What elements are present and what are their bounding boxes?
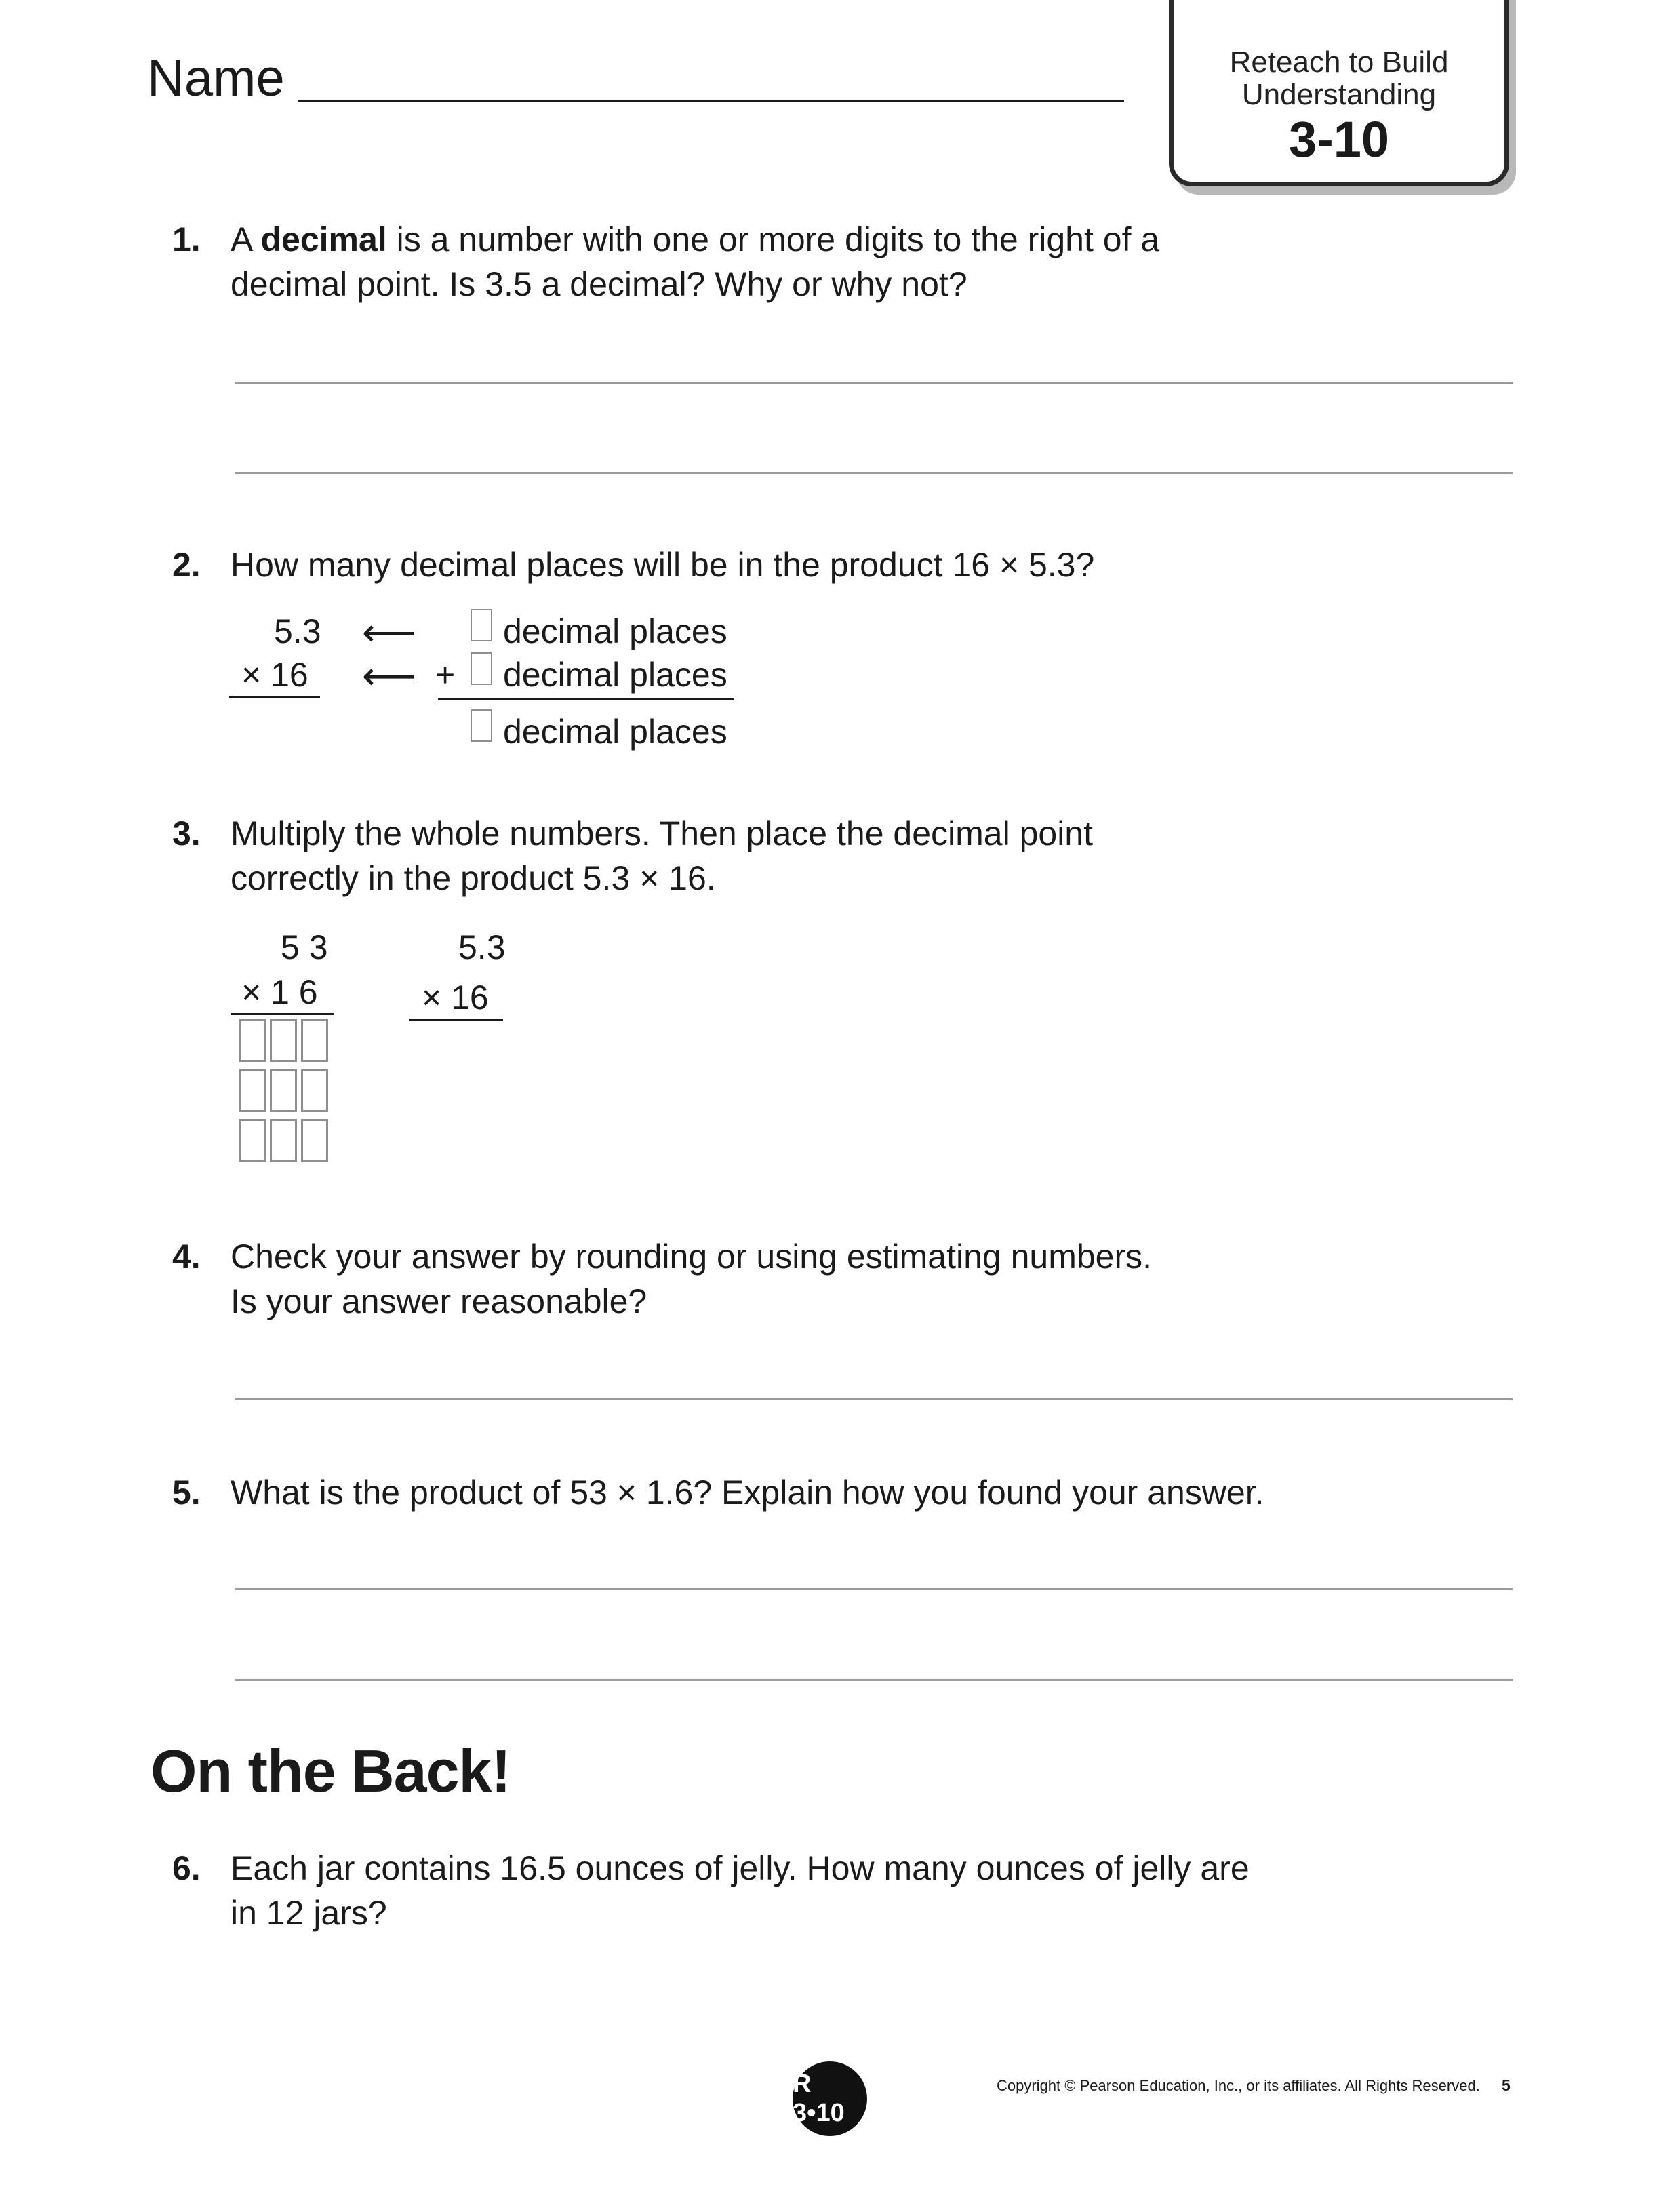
q2-factor-bottom: × 16 <box>241 656 308 694</box>
arrow-left-icon: ⟵ <box>362 654 417 697</box>
tab-title-line1: Reteach to Build <box>1229 45 1449 79</box>
name-field-line[interactable] <box>298 100 1124 102</box>
q2-places-box-2[interactable] <box>471 652 492 685</box>
q3-number: 3. <box>172 814 201 852</box>
q1-suffix: is a number with one or more digits to the right of a <box>386 220 1160 258</box>
q3-decimal-rule <box>409 1019 503 1021</box>
q2-places-box-3[interactable] <box>471 709 492 742</box>
q3-grid-cell[interactable] <box>301 1019 328 1062</box>
q5-answer-line-1[interactable] <box>235 1588 1513 1590</box>
q4-text-line2: Is your answer reasonable? <box>231 1282 647 1320</box>
q3-answer-grid <box>239 1019 328 1162</box>
copyright-notice: Copyright © Pearson Education, Inc., or its affiliates. All Rights Reserved. <box>997 2077 1480 2094</box>
q3-grid-cell[interactable] <box>301 1069 328 1112</box>
q3-grid-cell[interactable] <box>239 1069 266 1112</box>
q3-grid-cell[interactable] <box>239 1119 266 1162</box>
q2-places-label-2: decimal places <box>503 656 727 694</box>
q1-answer-line-1[interactable] <box>235 382 1513 384</box>
q3-grid-cell[interactable] <box>239 1019 266 1062</box>
q6-text-line2: in 12 jars? <box>231 1894 387 1932</box>
q2-places-label-1: decimal places <box>503 612 727 650</box>
q1-number: 1. <box>172 220 201 258</box>
q3-whole-top: 5 3 <box>281 928 328 966</box>
lesson-number: 3-10 <box>1288 111 1390 167</box>
q1-text-line1 <box>231 217 1159 262</box>
lesson-tab <box>1169 0 1509 186</box>
q3-grid-cell[interactable] <box>270 1069 297 1112</box>
q3-whole-bottom: × 1 6 <box>241 973 318 1011</box>
q2-factor-rule <box>229 696 320 698</box>
q6-text-line1: Each jar contains 16.5 ounces of jelly. How many ounces of jelly are <box>231 1849 1250 1887</box>
q3-text-line2: correctly in the product 5.3 × 16. <box>231 859 716 897</box>
on-the-back-heading: On the Back! <box>151 1737 511 1804</box>
q2-factor-top: 5.3 <box>274 612 321 650</box>
q5-number: 5. <box>172 1474 201 1512</box>
q1-keyword: decimal <box>260 220 387 258</box>
q1-prefix: A <box>231 220 261 258</box>
q3-decimal-top: 5.3 <box>458 928 506 966</box>
q2-number: 2. <box>172 546 201 584</box>
q1-answer-line-2[interactable] <box>235 472 1513 474</box>
page-number: 5 <box>1502 2076 1511 2094</box>
lesson-badge <box>793 2061 867 2136</box>
q6-number: 6. <box>172 1849 201 1887</box>
arrow-left-icon: ⟵ <box>362 611 417 654</box>
q1-text-line2: decimal point. Is 3.5 a decimal? Why or why not? <box>231 265 967 303</box>
q5-answer-line-2[interactable] <box>235 1679 1513 1681</box>
name-label: Name <box>147 50 285 107</box>
q4-answer-line[interactable] <box>235 1398 1513 1400</box>
q3-grid-cell[interactable] <box>301 1119 328 1162</box>
q4-text-line1: Check your answer by rounding or using estimating numbers. <box>231 1238 1153 1276</box>
q3-text-line1: Multiply the whole numbers. Then place the decimal point <box>231 814 1093 852</box>
q3-decimal-bottom: × 16 <box>422 979 489 1016</box>
q4-number: 4. <box>172 1238 201 1276</box>
q3-whole-rule <box>231 1013 334 1015</box>
q2-places-label-3: decimal places <box>503 713 727 751</box>
badge-label: R 3•10 <box>793 2070 845 2127</box>
q3-grid-cell[interactable] <box>270 1119 297 1162</box>
tab-title-line2: Understanding <box>1241 78 1437 111</box>
q2-plus-sign: + <box>435 656 456 694</box>
q2-text-line1: How many decimal places will be in the product 16 × 5.3? <box>231 546 1095 584</box>
q2-places-box-1[interactable] <box>471 609 492 641</box>
q2-sum-rule <box>438 698 734 700</box>
q3-grid-cell[interactable] <box>270 1019 297 1062</box>
q5-text-line1: What is the product of 53 × 1.6? Explain how you found your answer. <box>231 1474 1264 1512</box>
